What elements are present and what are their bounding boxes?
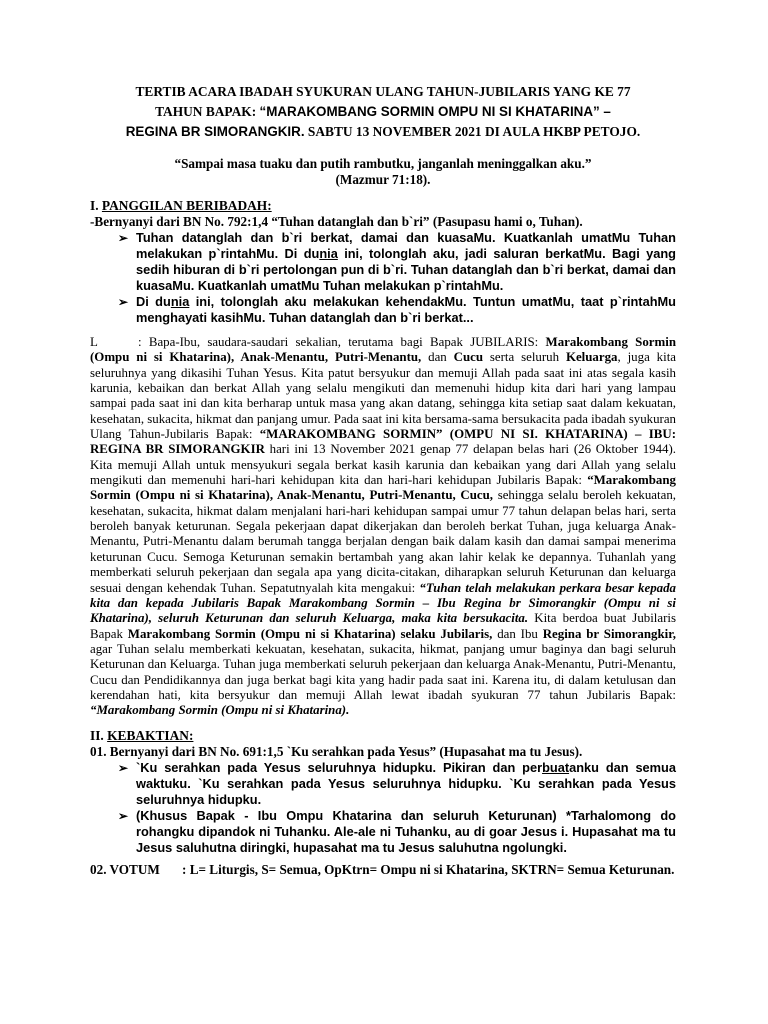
hymn-verse-1: ➢ Tuhan datanglah dan b`ri berkat, damai dan kuasaMu. Kuatkanlah umatMu Tuhan melakukan p`rintahMu. Di dunia ini, tolonglah aku, jadi saluran berkatMu. Bagi yang sedih hiburan di b`ri pertolongan pun di b`ri. Tuhan datanglah dan b`ri berkat, damai dan kuasaMu. Kuatkanlah umatMu Tuhan melakukan p`rintahMu. <box>118 230 676 293</box>
votum-label: 02. VOTUM <box>90 861 160 877</box>
document-title: TERTIB ACARA IBADAH SYUKURAN ULANG TAHUN-JUBILARIS YANG KE 77 TAHUN BAPAK: “MARAKOMBANG SORMIN OMPU NI SI KHATARINA” – REGINA BR SIMORANGKIR. SABTU 13 NOVEMBER 2021 DI AULA HKBP PETOJO. <box>125 84 641 139</box>
speaker-label: L <box>90 335 98 349</box>
section-heading-1: I. PANGGILAN BERIBADAH: <box>90 198 272 213</box>
liturgist-paragraph: L : Bapa-Ibu, saudara-saudari sekalian, terutama bagi Bapak JUBILARIS: Marakombang Sormin (Ompu ni si Khatarina), Anak-Menantu, Putri-Menantu, dan Cucu serta seluruh Keluarga, juga kita seluruhnya yang dikasihi Tuhan Yesus. Kita patut bersyukur dan memuji Allah pada saat ini atas segala kasih karunia, kebaikan dan berkat Allah yang selalu mengikuti dan memenuhi hidup kita dari hari yang lampau sampai pada saat ini dan kita berharap untuk masa yang akan datang, sehingga kita setiap saat dalam kekuatan, kesehatan, sukacita, hikmat dan panjang umur. Pada saat ini kita bersama-sama bersukacita pada ibadah syukuran Ulang Tahun-Jubilaris Bapak: “MARAKOMBANG SORMIN” (OMPU NI SI. KHATARINA) – IBU: REGINA BR SIMORANGKIR hari ini 13 November 2021 genap 77 delapan belas hari (26 Oktober 1944). Kita memuji Allah untuk mensyukuri segala berkat kasih karunia dan kebaikan yang dari Allah yang selalu mengikuti dan memenuhi hari-hari kehidupan kita dan hari-hari kehidupan Jubilaris Bapak: “Marakombang Sormin (Ompu ni si Khatarina), Anak-Menantu, Putri-Menantu, Cucu, sehingga selalu beroleh kekuatan, kesehatan, sukacita, hikmat dalam menjalani hari-hari kehidupan sampai umur 77 tahun delapan belas hari, serta beroleh banyak keturunan. Segala pekerjaan dapat dikerjakan dan beroleh berkat Tuhan, juga keluarga Anak-Menantu, Putri-Menantu dalam berumah tangga berjalan dengan baik dalam kasih dan damai sampai menerima keturunan Cucu. Semoga Keturunan semakin bertambah yang akan lahir kelak ke depannya. Tuhanlah yang memberkati seluruh pekerjaan dan segala apa yang dicita-citakan, diharapkan seluruh Keturunan dan keluarga sesuai dengan kehendak Tuhan. Sepatutnyalah kita mengakui: “Tuhan telah melakukan perkara besar kepada kita dan kepada Jubilaris Bapak Marakombang Sormin – Ibu Regina br Simorangkir (Ompu ni si Khatarina), seluruh Keturunan dan seluruh Keluarga, maka kita bersukacita. Kita berdoa buat Jubilaris Bapak Marakombang Sormin (Ompu ni si Khatarina) selaku Jubilaris, dan Ibu Regina br Simorangkir, agar Tuhan selalu memberkati kekuatan, kesehatan, sukacita, hikmat, panjang umur baginya dan bagi seluruh Keturunan dan Keluarga. Tuhan juga memberkati seluruh pekerjaan dan keluarga Anak-Menantu, Putri-Menantu, Cucu dan Pendidikannya dan juga berkat bagi kita yang hadir pada saat ini. Karena itu, di dalam ketulusan dan kerendahan hati, kita bersyukur dan memuji Allah lewat ibadah syukuran 77 tahun Jubilaris Bapak: “Marakombang Sormin (Ompu ni si Khatarina). <box>90 335 677 718</box>
votum-legend: : L= Liturgis, S= Semua, OpKtrn= Ompu ni si Khatarina, SKTRN= Semua Keturunan. <box>182 861 675 877</box>
arrowhead-bullet-icon: ➢ <box>118 231 129 245</box>
title-date-place: SABTU 13 NOVEMBER 2021 DI AULA HKBP PETOJO. <box>304 124 641 139</box>
hymn-reference-2: 01. Bernyanyi dari BN No. 691:1,5 `Ku serahkan pada Yesus” (Hupasahat ma tu Jesus). <box>90 743 583 759</box>
scripture-quote: “Sampai masa tuaku dan putih rambutku, janganlah meninggalkan aku.” (Mazmur 71:18). <box>90 156 676 188</box>
title-jubilaris-name: “MARAKOMBANG SORMIN OMPU NI SI KHATARINA” – <box>259 104 611 119</box>
scripture-reference: (Mazmur 71:18). <box>335 172 431 187</box>
hymn-reference-1: -Bernyanyi dari BN No. 792:1,4 “Tuhan datanglah dan b`ri” (Pasupasu hami o, Tuhan). <box>90 214 583 229</box>
hymn-verse-2: ➢ Di dunia ini, tolonglah aku melakukan kehendakMu. Tuntun umatMu, taat p`rintahMu menghayati kasihMu. Tuhan datanglah dan b`ri berkat... <box>118 294 676 325</box>
arrowhead-bullet-icon: ➢ <box>118 295 129 309</box>
hymn-verse-3: ➢ `Ku serahkan pada Yesus seluruhnya hidupku. Pikiran dan perbuatanku dan semua waktuku. `Ku serahkan pada Yesus seluruhnya hidupku. `Ku serahkan pada Yesus seluruhnya hidupku. <box>118 759 676 807</box>
title-line-1: TERTIB ACARA IBADAH SYUKURAN ULANG TAHUN-JUBILARIS YANG KE 77 <box>135 84 631 99</box>
document-page <box>90 82 676 878</box>
arrowhead-bullet-icon: ➢ <box>118 808 129 823</box>
title-wife-name: REGINA BR SIMORANGKIR. <box>125 124 305 139</box>
section-heading-2: II. KEBAKTIAN: <box>90 727 194 743</box>
hymn-verse-4: ➢ (Khusus Bapak - Ibu Ompu Khatarina dan seluruh Keturunan) *Tarhalomong do rohangku dipandok ni Tuhanku. Ale-ale ni Tuhanku, au di goar Jesus i. Hupasahat ma tu Jesus saluhutna diringki, hupasahat ma tu Jesus saluhutna ngolungki. <box>118 807 676 855</box>
arrowhead-bullet-icon: ➢ <box>118 760 129 775</box>
votum-row <box>90 862 676 878</box>
